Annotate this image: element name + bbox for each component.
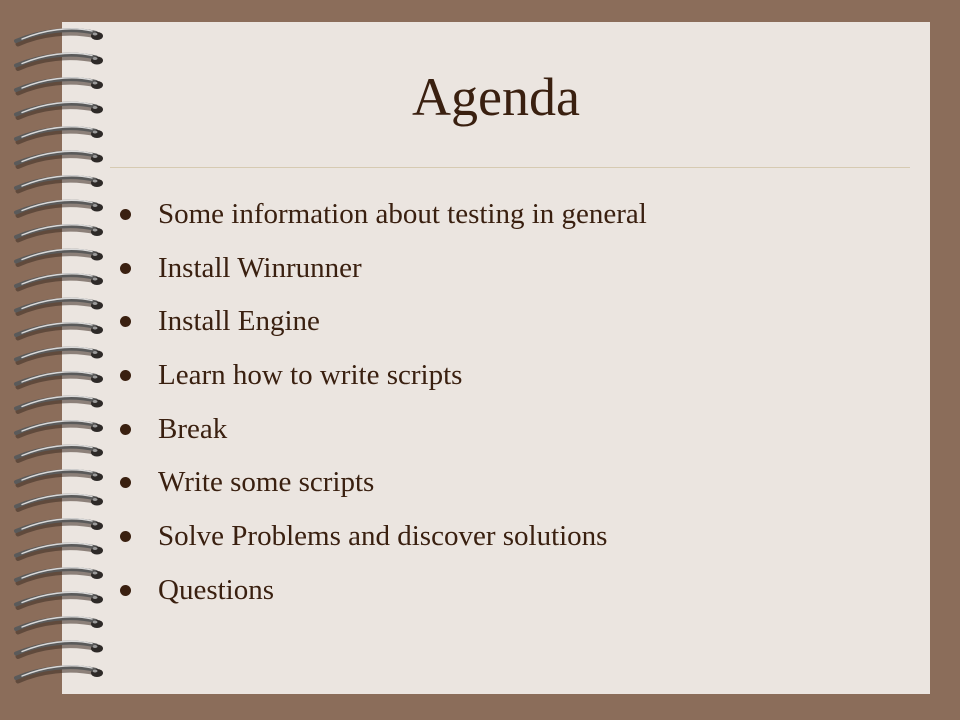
spiral-ring-icon <box>16 176 103 191</box>
spiral-ring-icon <box>16 666 103 681</box>
slide-title: Agenda <box>412 67 580 127</box>
agenda-item <box>118 515 647 569</box>
agenda-item <box>118 408 647 462</box>
spiral-ring-icon <box>16 372 103 387</box>
spiral-ring-icon <box>16 298 103 313</box>
agenda-item <box>118 569 647 623</box>
agenda-item <box>118 354 647 408</box>
agenda-item-text: Solve Problems and discover solutions <box>158 520 608 553</box>
agenda-item-text: Install Winrunner <box>158 251 362 284</box>
bullet-icon <box>120 263 131 274</box>
agenda-item-text: Learn how to write scripts <box>158 359 463 392</box>
bullet-icon <box>120 424 131 435</box>
bullet-icon <box>120 531 131 542</box>
spiral-ring-icon <box>16 225 103 240</box>
bullet-icon <box>120 209 131 220</box>
spiral-ring-icon <box>16 396 103 411</box>
spiral-ring-icon <box>16 568 103 583</box>
agenda-item-text: Questions <box>158 573 274 606</box>
bullet-icon <box>120 477 131 488</box>
agenda-list <box>118 193 647 623</box>
agenda-item-text: Some information about testing in general <box>158 198 647 230</box>
title-divider <box>110 167 910 168</box>
spiral-ring-icon <box>16 29 103 44</box>
bullet-icon <box>120 316 131 327</box>
agenda-item <box>118 193 647 247</box>
spiral-ring-icon <box>16 249 103 264</box>
spiral-ring-icon <box>16 347 103 362</box>
spiral-ring-icon <box>16 200 103 215</box>
spiral-ring-icon <box>16 151 103 166</box>
bullet-icon <box>120 585 131 596</box>
agenda-item <box>118 247 647 301</box>
agenda-item <box>118 300 647 354</box>
spiral-ring-icon <box>16 641 103 656</box>
spiral-ring-icon <box>16 470 103 485</box>
spiral-ring-icon <box>16 274 103 289</box>
spiral-ring-icon <box>16 617 103 632</box>
spiral-ring-icon <box>16 543 103 558</box>
spiral-ring-icon <box>16 127 103 142</box>
spiral-ring-icon <box>16 494 103 509</box>
spiral-ring-icon <box>16 592 103 607</box>
bullet-icon <box>120 370 131 381</box>
spiral-ring-icon <box>16 445 103 460</box>
spiral-ring-icon <box>16 323 103 338</box>
spiral-ring-icon <box>16 53 103 68</box>
agenda-item <box>118 461 647 515</box>
agenda-item-text: Install Engine <box>158 305 320 338</box>
agenda-item-text: Write some scripts <box>158 466 375 499</box>
spiral-ring-icon <box>16 519 103 534</box>
spiral-ring-icon <box>16 421 103 436</box>
agenda-item-text: Break <box>158 412 228 445</box>
